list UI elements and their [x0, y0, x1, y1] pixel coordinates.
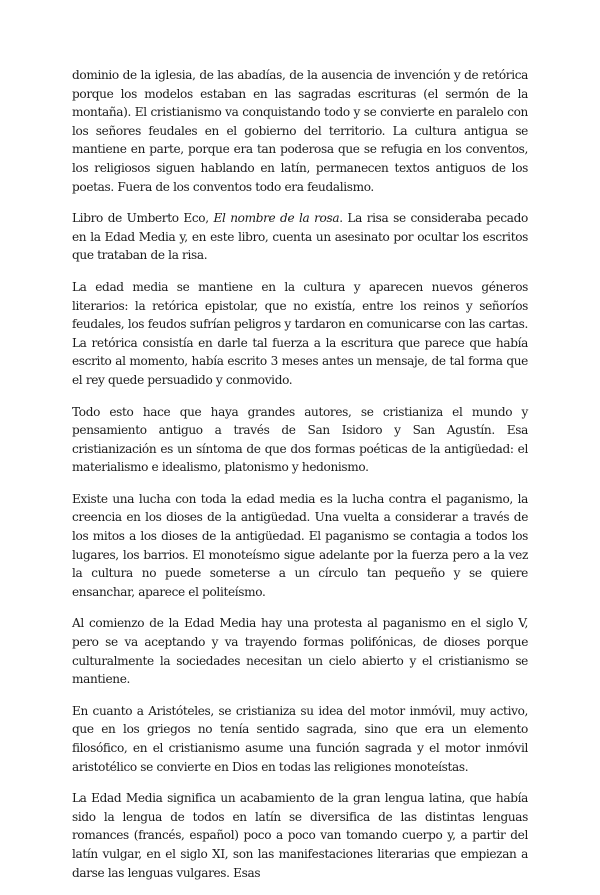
book-title: El nombre de la rosa	[213, 211, 340, 226]
paragraph-1: dominio de la iglesia, de las abadías, de la ausencia de invención y de retórica porque los modelos estaban en las sagradas escrituras (el sermón de la montaña). El cristianismo va conquistando todo y se convierte en paralelo con los señores feudales en el gobierno del territorio. La cultura antigua se mantiene en parte, porque era tan poderosa que se refugia en los conventos, los religiosos siguen hablando en latín, permanecen textos antiguos de los poetas. Fuera de los conventos todo era feudalismo.	[72, 68, 528, 194]
document-page	[72, 66, 528, 895]
paragraph-2	[72, 209, 528, 265]
paragraph-8: La Edad Media significa un acabamiento de la gran lengua latina, que había sido la lengua de todos en latín se diversifica de las distintas lenguas romances (francés, español) poco a poco van tomando cuerpo y, a partir del latín vulgar, en el siglo XI, son las manifestaciones literarias que empiezan a darse las lenguas vulgares. Esas	[72, 791, 528, 880]
paragraph-2-after: . La risa se consideraba pecado en la Edad Media y, en este libro, cuenta un asesinato por ocultar los escritos que trataban de la risa.	[72, 211, 528, 263]
paragraph-4: Todo esto hace que haya grandes autores, se cristianiza el mundo y pensamiento antiguo a través de San Isidoro y San Agustín. Esa cristianización es un síntoma de que dos formas poéticas de la antigüedad: el materialismo e idealismo, platonismo y hedonismo.	[72, 404, 528, 475]
paragraph-5: Existe una lucha con toda la edad media es la lucha contra el paganismo, la creencia en los dioses de la antigüedad. Una vuelta a considerar a través de los mitos a los dioses de la antigüedad. El paganismo se contagia a todos los lugares, los barrios. El monoteísmo sigue adelante por la fuerza pero a la vez la cultura no puede someterse a un círculo tan pequeño y se quiere ensanchar, aparece el politeísmo.	[72, 491, 528, 599]
paragraph-2-before: Libro de Umberto Eco,	[72, 211, 214, 226]
paragraph-6: Al comienzo de la Edad Media hay una protesta al paganismo en el siglo V, pero se va aceptando y va trayendo formas polifónicas, de dioses porque culturalmente la sociedades necesitan un cielo abierto y el cristianismo se mantiene.	[72, 616, 528, 687]
paragraph-7: En cuanto a Aristóteles, se cristianiza su idea del motor inmóvil, muy activo, que en los griegos no tenía sentido sagrada, sino que era un elemento filosófico, en el cristianismo asume una función sagrada y el motor inmóvil aristotélico se convierte en Dios en todas las religiones monoteístas.	[72, 703, 528, 774]
paragraph-3: La edad media se mantiene en la cultura y aparecen nuevos géneros literarios: la retórica epistolar, que no existía, entre los reinos y señoríos feudales, los feudos sufrían peligros y tardaron en comunicarse con las cartas. La retórica consistía en darle tal fuerza a la escritura que parece que había escrito al momento, había escrito 3 meses antes un mensaje, de tal forma que el rey quede persuadido y conmovido.	[72, 279, 528, 387]
